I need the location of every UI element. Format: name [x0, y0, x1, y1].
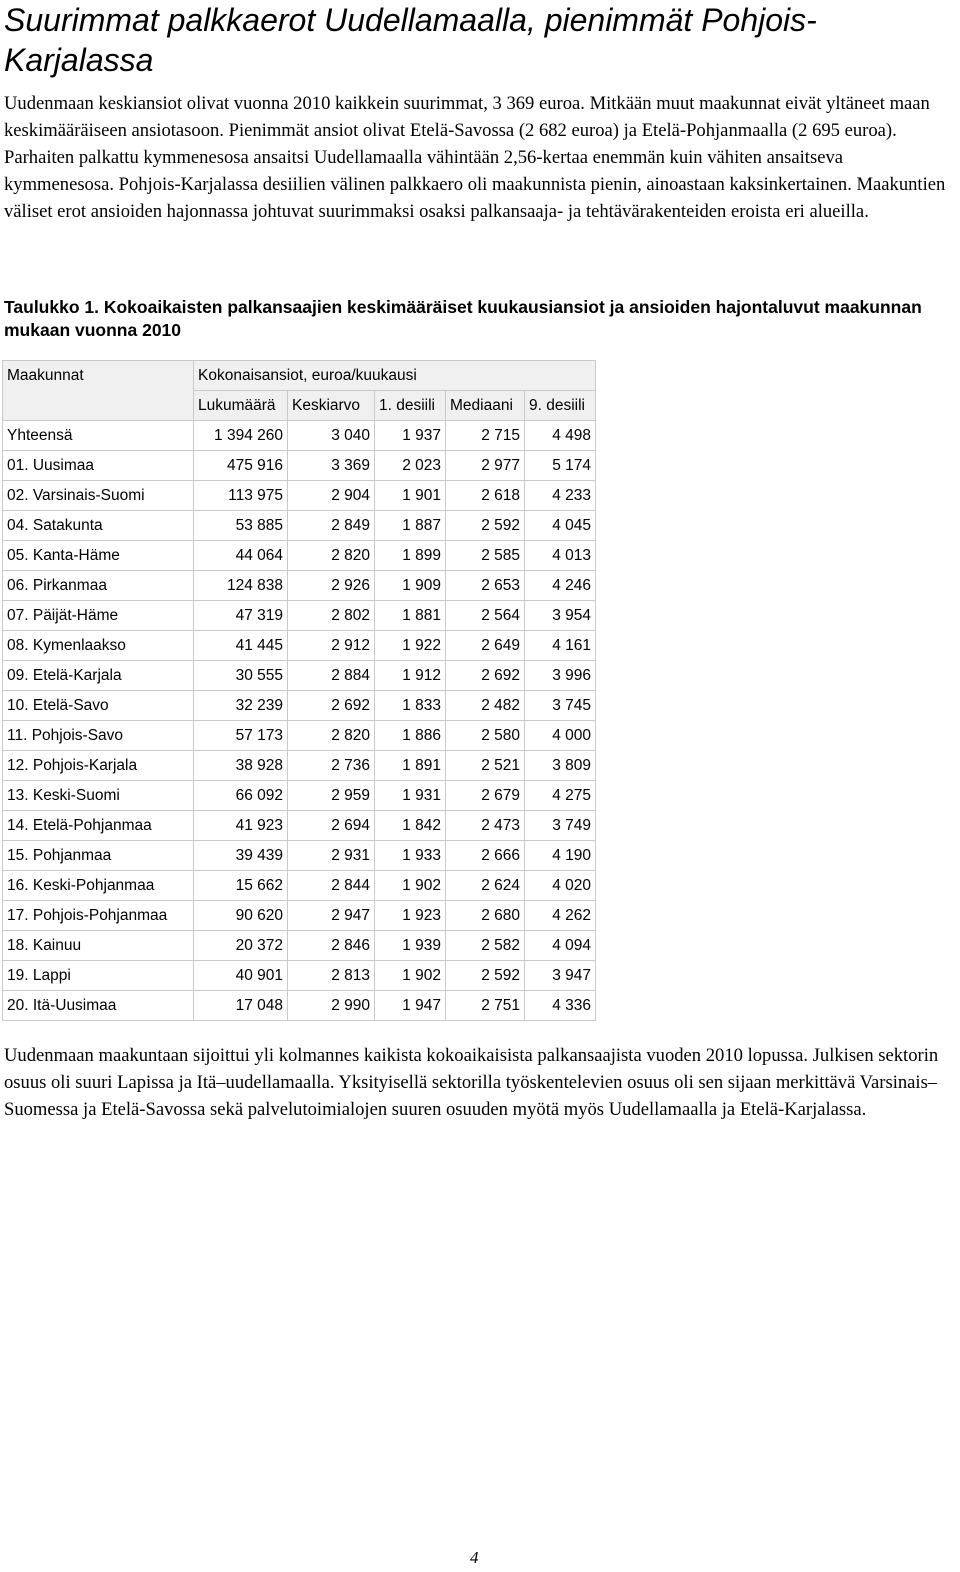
decile-9-cell: 3 809: [525, 751, 596, 781]
region-name-cell: 17. Pohjois-Pohjanmaa: [3, 901, 194, 931]
median-cell: 2 564: [446, 601, 525, 631]
region-name-cell: 06. Pirkanmaa: [3, 571, 194, 601]
decile-9-cell: 4 246: [525, 571, 596, 601]
outro-paragraph: Uudenmaan maakuntaan sijoittui yli kolmannes kaikista kokoaikaisista palkansaajista vuoden 2010 lopussa. Julkisen sektorin osuus oli suuri Lapissa ja Itä–uudellamaalla. Yksityisellä sektorilla työskentelevien osuus oli sen sijaan merkittävä Varsinais–Suomessa ja Etelä-Savossa sekä palvelutoimialojen suuren osuuden myötä myös Uudellamaalla ja Etelä-Karjalassa.: [4, 1045, 939, 1120]
count-cell: 113 975: [194, 481, 288, 511]
decile-1-cell: 1 939: [375, 931, 446, 961]
median-cell: 2 751: [446, 991, 525, 1021]
median-cell: 2 977: [446, 451, 525, 481]
decile-1-cell: 1 899: [375, 541, 446, 571]
decile-1-cell: 1 881: [375, 601, 446, 631]
region-name-cell: 09. Etelä-Karjala: [3, 661, 194, 691]
region-name-cell: 05. Kanta-Häme: [3, 541, 194, 571]
mean-cell: 2 912: [288, 631, 375, 661]
decile-9-cell: 4 498: [525, 421, 596, 451]
table-row: [3, 841, 596, 871]
decile-9-cell: 3 996: [525, 661, 596, 691]
mean-cell: 2 947: [288, 901, 375, 931]
median-cell: 2 666: [446, 841, 525, 871]
table-row: [3, 421, 596, 451]
mean-cell: 2 926: [288, 571, 375, 601]
mean-cell: 2 884: [288, 661, 375, 691]
column-header-mean: Keskiarvo: [288, 391, 375, 421]
count-cell: 44 064: [194, 541, 288, 571]
decile-9-cell: 5 174: [525, 451, 596, 481]
table-row: [3, 991, 596, 1021]
region-name-cell: Yhteensä: [3, 421, 194, 451]
table-row: [3, 631, 596, 661]
mean-cell: 2 959: [288, 781, 375, 811]
count-cell: 32 239: [194, 691, 288, 721]
count-cell: 57 173: [194, 721, 288, 751]
count-cell: 41 923: [194, 811, 288, 841]
region-name-cell: 18. Kainuu: [3, 931, 194, 961]
column-header-decile-1: 1. desiili: [375, 391, 446, 421]
mean-cell: 2 990: [288, 991, 375, 1021]
median-cell: 2 715: [446, 421, 525, 451]
median-cell: 2 580: [446, 721, 525, 751]
decile-1-cell: 1 833: [375, 691, 446, 721]
table-row: [3, 721, 596, 751]
decile-9-cell: 3 749: [525, 811, 596, 841]
mean-cell: 2 802: [288, 601, 375, 631]
median-cell: 2 521: [446, 751, 525, 781]
count-cell: 124 838: [194, 571, 288, 601]
median-cell: 2 679: [446, 781, 525, 811]
mean-cell: 2 931: [288, 841, 375, 871]
decile-9-cell: 3 954: [525, 601, 596, 631]
page-number: 4: [470, 1548, 479, 1567]
median-cell: 2 624: [446, 871, 525, 901]
region-name-cell: 15. Pohjanmaa: [3, 841, 194, 871]
table-row: [3, 781, 596, 811]
count-cell: 47 319: [194, 601, 288, 631]
decile-1-cell: 1 933: [375, 841, 446, 871]
decile-1-cell: 1 909: [375, 571, 446, 601]
decile-9-cell: 4 045: [525, 511, 596, 541]
count-cell: 53 885: [194, 511, 288, 541]
count-cell: 66 092: [194, 781, 288, 811]
median-cell: 2 692: [446, 661, 525, 691]
decile-1-cell: 1 947: [375, 991, 446, 1021]
region-name-cell: 13. Keski-Suomi: [3, 781, 194, 811]
table-row: [3, 541, 596, 571]
decile-1-cell: 1 923: [375, 901, 446, 931]
decile-9-cell: 4 233: [525, 481, 596, 511]
count-cell: 38 928: [194, 751, 288, 781]
column-header-decile-9: 9. desiili: [525, 391, 596, 421]
decile-1-cell: 1 886: [375, 721, 446, 751]
mean-cell: 2 813: [288, 961, 375, 991]
median-cell: 2 653: [446, 571, 525, 601]
mean-cell: 2 904: [288, 481, 375, 511]
median-cell: 2 482: [446, 691, 525, 721]
median-cell: 2 585: [446, 541, 525, 571]
table-row: [3, 511, 596, 541]
region-column-header: Maakunnat: [3, 361, 194, 421]
table-caption: [4, 296, 956, 342]
decile-1-cell: 1 931: [375, 781, 446, 811]
count-cell: 41 445: [194, 631, 288, 661]
median-cell: 2 582: [446, 931, 525, 961]
table-row: [3, 901, 596, 931]
median-cell: 2 473: [446, 811, 525, 841]
count-cell: 15 662: [194, 871, 288, 901]
region-name-cell: 12. Pohjois-Karjala: [3, 751, 194, 781]
decile-1-cell: 1 901: [375, 481, 446, 511]
mean-cell: 2 849: [288, 511, 375, 541]
table-row: [3, 871, 596, 901]
decile-9-cell: 4 161: [525, 631, 596, 661]
region-name-cell: 16. Keski-Pohjanmaa: [3, 871, 194, 901]
count-cell: 30 555: [194, 661, 288, 691]
mean-cell: 2 846: [288, 931, 375, 961]
decile-1-cell: 1 842: [375, 811, 446, 841]
count-cell: 20 372: [194, 931, 288, 961]
region-name-cell: 14. Etelä-Pohjanmaa: [3, 811, 194, 841]
region-name-cell: 10. Etelä-Savo: [3, 691, 194, 721]
region-name-cell: 20. Itä-Uusimaa: [3, 991, 194, 1021]
count-cell: 17 048: [194, 991, 288, 1021]
mean-cell: 2 820: [288, 721, 375, 751]
decile-1-cell: 1 891: [375, 751, 446, 781]
decile-9-cell: 4 262: [525, 901, 596, 931]
region-name-cell: 04. Satakunta: [3, 511, 194, 541]
column-header-count: Lukumäärä: [194, 391, 288, 421]
region-name-cell: 11. Pohjois-Savo: [3, 721, 194, 751]
mean-cell: 2 844: [288, 871, 375, 901]
table-row: [3, 931, 596, 961]
count-cell: 1 394 260: [194, 421, 288, 451]
column-header-median: Mediaani: [446, 391, 525, 421]
earnings-table: [2, 360, 596, 1021]
table-header-row: [3, 361, 596, 391]
group-column-header: Kokonaisansiot, euroa/kuukausi: [194, 361, 596, 391]
decile-9-cell: 3 745: [525, 691, 596, 721]
decile-9-cell: 4 275: [525, 781, 596, 811]
median-cell: 2 592: [446, 961, 525, 991]
median-cell: 2 680: [446, 901, 525, 931]
region-name-cell: 01. Uusimaa: [3, 451, 194, 481]
median-cell: 2 592: [446, 511, 525, 541]
decile-9-cell: 4 336: [525, 991, 596, 1021]
table-row: [3, 961, 596, 991]
table-row: [3, 691, 596, 721]
region-name-cell: 02. Varsinais-Suomi: [3, 481, 194, 511]
decile-1-cell: 1 922: [375, 631, 446, 661]
count-cell: 39 439: [194, 841, 288, 871]
decile-9-cell: 4 013: [525, 541, 596, 571]
region-name-cell: 19. Lappi: [3, 961, 194, 991]
mean-cell: 2 820: [288, 541, 375, 571]
decile-1-cell: 1 937: [375, 421, 446, 451]
table-row: [3, 481, 596, 511]
count-cell: 475 916: [194, 451, 288, 481]
decile-1-cell: 1 902: [375, 871, 446, 901]
intro-paragraph: Uudenmaan keskiansiot olivat vuonna 2010 kaikkein suurimmat, 3 369 euroa. Mitkään muut maakunnat eivät yltäneet maan keskimääräiseen ansiotasoon. Pienimmät ansiot olivat Etelä-Savossa (2 682 euroa) ja Etelä-Pohjanmaalla (2 695 euroa). Parhaiten palkattu kymmenesosa ansaitsi Uudellamaalla vähintään 2,56-kertaa enemmän kuin vähiten ansaitseva kymmenesosa. Pohjois-Karjalassa desiilien välinen palkkaero oli maakunnista pienin, ainoastaan kaksinkertainen. Maakuntien väliset erot ansioiden hajonnassa johtuvat suurimmaksi osaksi palkansaaja- ja tehtävärakenteiden eroista eri alueilla.: [4, 93, 946, 222]
decile-1-cell: 2 023: [375, 451, 446, 481]
count-cell: 90 620: [194, 901, 288, 931]
decile-1-cell: 1 887: [375, 511, 446, 541]
mean-cell: 2 736: [288, 751, 375, 781]
mean-cell: 2 694: [288, 811, 375, 841]
decile-1-cell: 1 912: [375, 661, 446, 691]
table-caption-label: Taulukko 1.: [4, 297, 99, 317]
decile-1-cell: 1 902: [375, 961, 446, 991]
page-heading: Suurimmat palkkaerot Uudellamaalla, pienimmät Pohjois-Karjalassa: [4, 2, 817, 78]
table-row: [3, 571, 596, 601]
decile-9-cell: 4 190: [525, 841, 596, 871]
mean-cell: 3 369: [288, 451, 375, 481]
table-row: [3, 601, 596, 631]
table-row: [3, 811, 596, 841]
mean-cell: 2 692: [288, 691, 375, 721]
median-cell: 2 649: [446, 631, 525, 661]
region-name-cell: 07. Päijät-Häme: [3, 601, 194, 631]
table-row: [3, 451, 596, 481]
table-body: [3, 421, 596, 1021]
mean-cell: 3 040: [288, 421, 375, 451]
table-caption-text: Kokoaikaisten palkansaajien keskimääräiset kuukausiansiot ja ansioiden hajontaluvut maakunnan mukaan vuonna 2010: [4, 297, 922, 340]
decile-9-cell: 3 947: [525, 961, 596, 991]
count-cell: 40 901: [194, 961, 288, 991]
region-name-cell: 08. Kymenlaakso: [3, 631, 194, 661]
decile-9-cell: 4 000: [525, 721, 596, 751]
table-row: [3, 751, 596, 781]
decile-9-cell: 4 020: [525, 871, 596, 901]
table-row: [3, 661, 596, 691]
decile-9-cell: 4 094: [525, 931, 596, 961]
median-cell: 2 618: [446, 481, 525, 511]
